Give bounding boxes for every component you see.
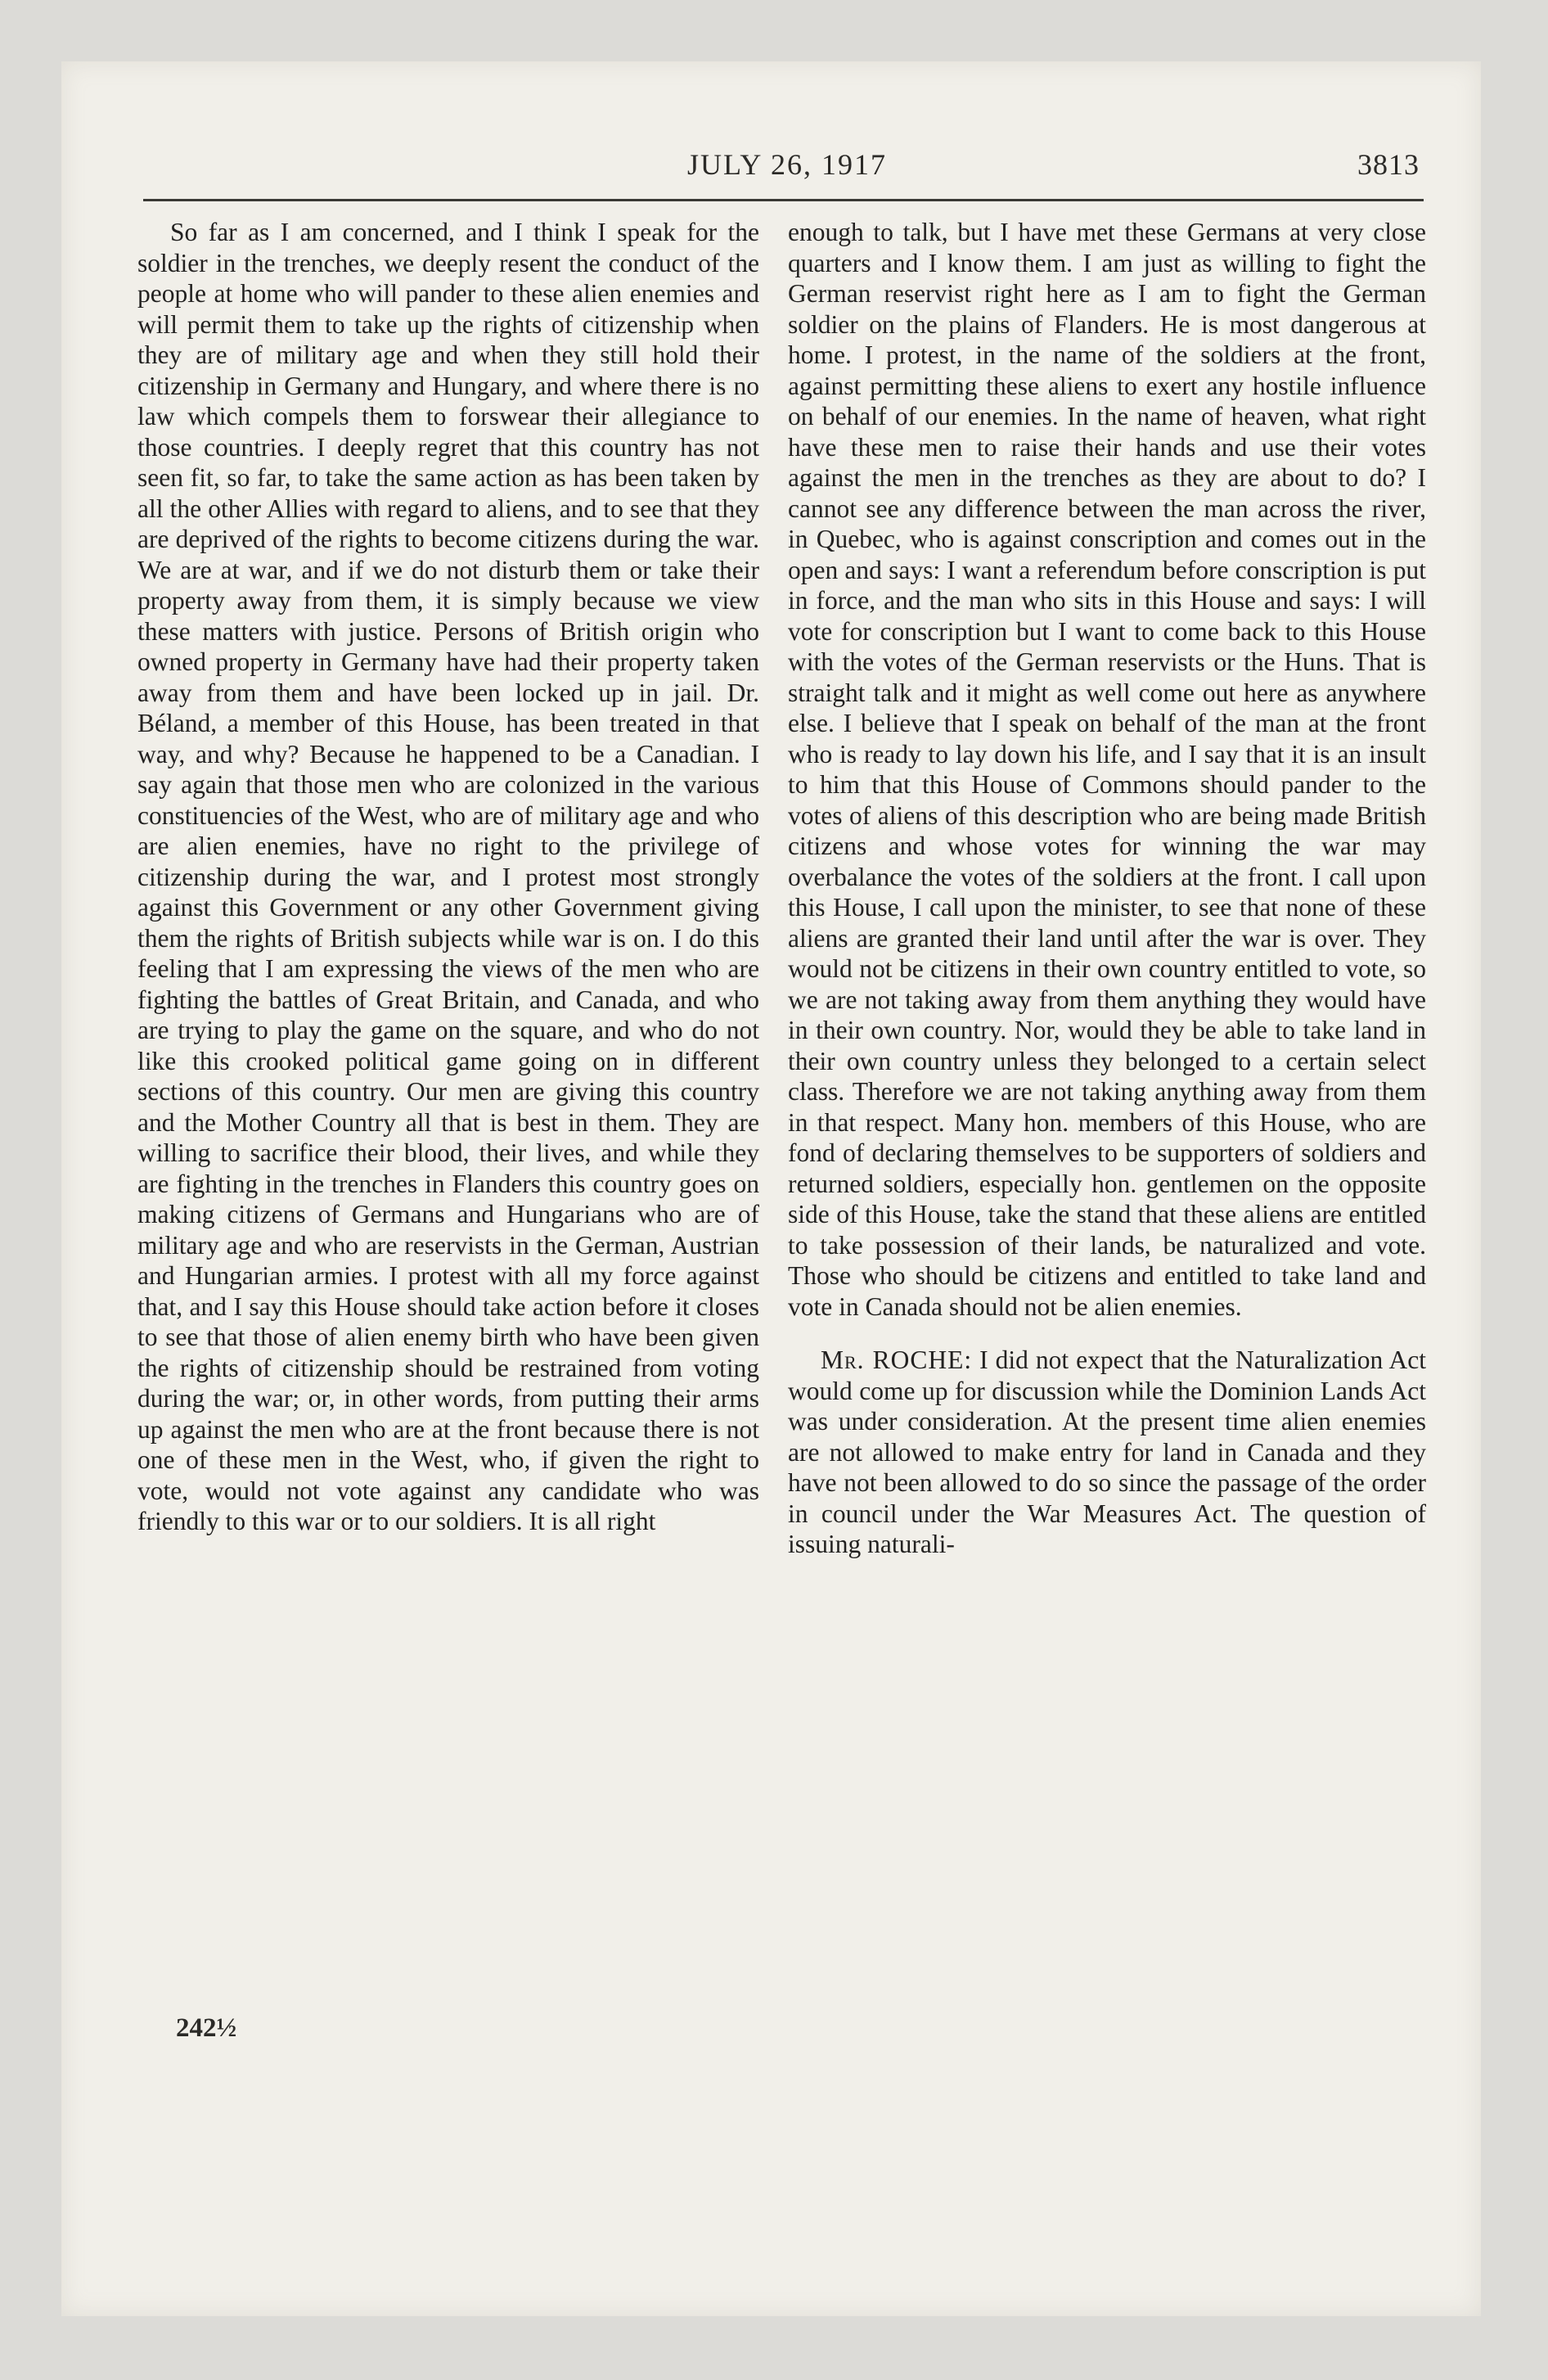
header-page-number: 3813 (1357, 148, 1420, 181)
roche-paragraph-text: I did not expect that the Naturalization Act would come up for discussion while the Dominion Lands Act was under consideration. At the present time alien enemies are not allowed to make entry for land in Canada and they have not been allowed to do so since the passage of the order in council under the War Measures Act. The question of issuing naturali- (788, 1346, 1426, 1558)
right-column (788, 217, 1426, 1560)
left-paragraph: So far as I am concerned, and I think I speak for the soldier in the trenches, we deeply resent the conduct of the people at home who will pander to these alien enemies and will permit them to take up the rights of citizenship when they are of military age and when they still hold their citizenship in Germany and Hungary, and where there is no law which compels them to forswear their allegiance to those countries. I deeply regret that this country has not seen fit, so far, to take the same action as has been taken by all the other Allies with regard to aliens, and to see that they are deprived of the rights to become citizens during the war. We are at war, and if we do not disturb them or take their property away from them, it is simply because we view these matters with justice. Persons of British origin who owned property in Germany have had their property taken away from them and have been locked up in jail. Dr. Béland, a member of this House, has been treated in that way, and why? Because he happened to be a Canadian. I say again that those men who are colonized in the various constituencies of the West, who are of military age and who are alien enemies, have no right to the privilege of citizenship during the war, and I protest most strongly against this Government or any other Government giving them the rights of British subjects while war is on. I do this feeling that I am expressing the views of the men who are fighting the battles of Great Britain, and Canada, and who are trying to play the game on the square, and who do not like this crooked political game going on in different sections of this country. Our men are giving this country and the Mother Country all that is best in them. They are willing to sacrifice their blood, their lives, and while they are fighting in the trenches in Flanders this country goes on making citizens of Germans and Hungarians who are of military age and who are reservists in the German, Austrian and Hungarian armies. I protest with all my force against that, and I say this House should take action before it closes to see that those of alien enemy birth who have been given the rights of citizenship should be restrained from voting during the war; or, in other words, from putting their arms up against the men who are at the front because there is not one of these men in the West, who, if given the right to vote, would not vote against any candidate who was friendly to this war or to our soldiers. It is all right (137, 218, 759, 1535)
header-date: JULY 26, 1917 (687, 148, 888, 181)
signature-mark: 242½ (176, 2013, 237, 2043)
roche-paragraph (788, 1345, 1426, 1560)
left-column (137, 217, 759, 1537)
header-rule (143, 199, 1424, 201)
running-header (61, 147, 1481, 196)
document-page (61, 61, 1481, 2316)
right-paragraph-continued: enough to talk, but I have met these Germans at very close quarters and I know them. I am just as willing to fight the German reservist right here as I am to fight the German soldier on the plains of Flanders. He is most dangerous at home. I protest, in the name of the soldiers at the front, against permitting these aliens to exert any hostile influence on behalf of our enemies. In the name of heaven, what right have these men to raise their hands and use their votes against the men in the trenches as they are about to do? I cannot see any difference between the man across the river, in Quebec, who is against conscription and comes out in the open and says: I want a referendum before conscription is put in force, and the man who sits in this House and says: I will vote for conscription but I want to come back to this House with the votes of the German reservists or the Huns. That is straight talk and it might as well come out here as anywhere else. I believe that I speak on behalf of the man at the front who is ready to lay down his life, and I say that it is an insult to him that this House of Commons should pander to the votes of aliens of this description who are being made British citizens and whose votes for winning the war may overbalance the votes of the soldiers at the front. I call upon this House, I call upon the minister, to see that none of these aliens are granted their land until after the war is over. They would not be citizens in their own country entitled to vote, so we are not taking away from them anything they would have in their own country. Nor, would they be able to take land in their own country unless they belonged to a certain select class. Therefore we are not taking anything away from them in that respect. Many hon. members of this House, who are fond of declaring themselves to be supporters of soldiers and returned soldiers, especially hon. gentlemen on the opposite side of this House, take the stand that these aliens are entitled to take possession of their lands, be naturalized and vote. Those who should be citizens and entitled to take land and vote in Canada should not be alien enemies. (788, 218, 1426, 1321)
speaker-name: Mr. ROCHE: (821, 1346, 973, 1374)
